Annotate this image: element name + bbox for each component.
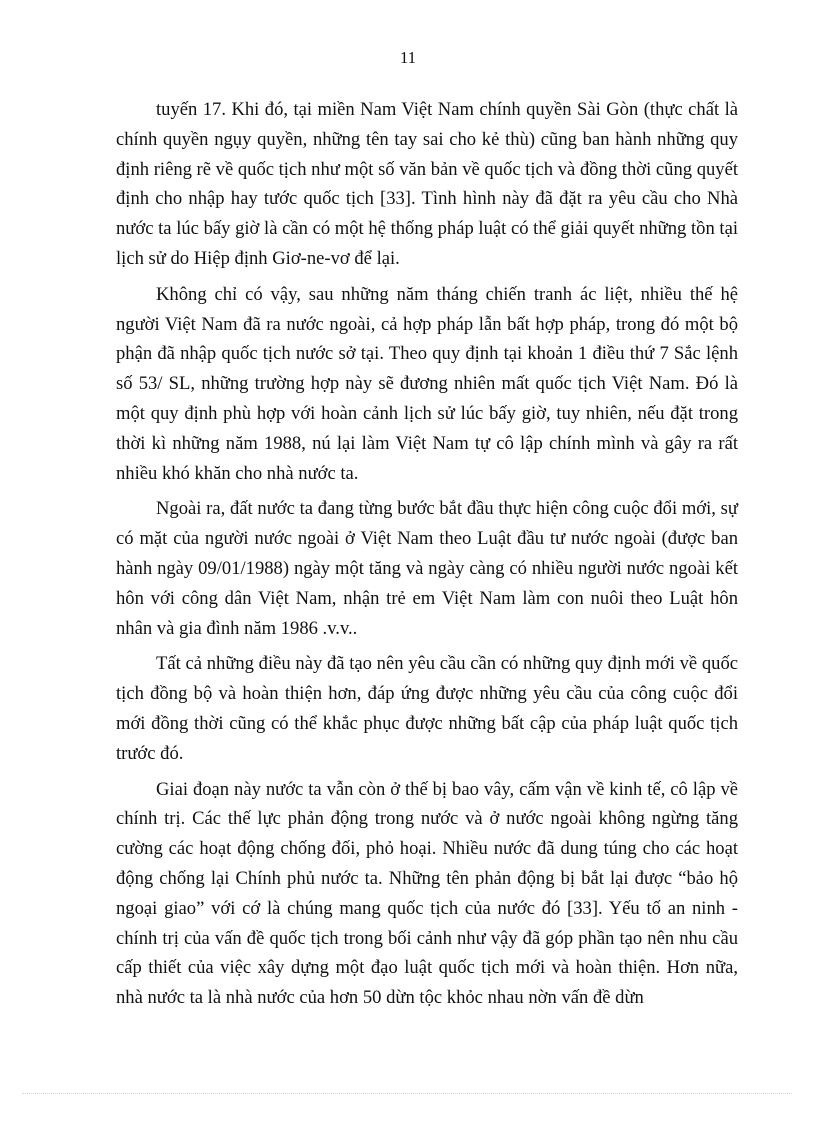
paragraph-5: Giai đoạn này nước ta vẫn còn ở thế bị bao vây, cấm vận về kinh tế, cô lập về chính trị. Các thế lực phản động trong nước và ở nước ngoài không ngừng tăng cường các hoạt động chống đối, phỏ hoại. Nhiều nước đã dung túng cho các hoạt động chống lại Chính phủ nước ta. Những tên phản động bị bắt lại được “bảo hộ ngoại giao” với cớ là chúng mang quốc tịch của nước đó [33]. Yếu tố an ninh - chính trị của vấn đề quốc tịch trong bối cảnh như vậy đã góp phần tạo nên nhu cầu cấp thiết của việc xây dựng một đạo luật quốc tịch mới và hoàn thiện. Hơn nữa, nhà nước ta là nhà nước của hơn 50 dừn tộc khỏc nhau nờn vấn đề dừn bbox=[116, 778, 738, 1009]
paragraph-3: Ngoài ra, đất nước ta đang từng bước bắt đầu thực hiện công cuộc đổi mới, sự có mặt của người nước ngoài ở Việt Nam theo Luật đầu tư nước ngoài (được ban hành ngày 09/01/1988) ngày một tăng và ngày càng có nhiều người nước ngoài kết hôn với công dân Việt Nam, nhận trẻ em Việt Nam làm con nuôi theo Luật hôn nhân và gia đình năm 1986 .v.v.. bbox=[116, 498, 738, 639]
paragraph-2: Không chỉ có vậy, sau những năm tháng chiến tranh ác liệt, nhiều thế hệ người Việt Nam đã ra nước ngoài, cả hợp pháp lẫn bất hợp pháp, trong đó một bộ phận đã nhập quốc tịch nước sở tại. Theo quy định tại khoản 1 điều thứ 7 Sắc lệnh số 53/ SL, những trường hợp này sẽ đương nhiên mất quốc tịch Việt Nam. Đó là một quy định phù hợp với hoàn cảnh lịch sử lúc bấy giờ, tuy nhiên, nếu đặt trong thời kì những năm 1988, nú lại làm Việt Nam tự cô lập chính mình và gây ra rất nhiều khó khăn cho nhà nước ta. bbox=[116, 283, 738, 484]
page-bottom-divider bbox=[22, 1093, 792, 1094]
paragraph-1: tuyến 17. Khi đó, tại miền Nam Việt Nam chính quyền Sài Gòn (thực chất là chính quyền ngụy quyền, những tên tay sai cho kẻ thù) cũng ban hành những quy định riêng rẽ về quốc tịch như một số văn bản về quốc tịch và đồng thời cũng quyết định cho nhập hay tước quốc tịch [33]. Tình hình này đã đặt ra yêu cầu cho Nhà nước ta lúc bấy giờ là cần có một hệ thống pháp luật có thể giải quyết những tồn tại lịch sử do Hiệp định Giơ-ne-vơ để lại. bbox=[116, 99, 739, 269]
paragraph-4: Tất cả những điều này đã tạo nên yêu cầu cần có những quy định mới về quốc tịch đồng bộ và hoàn thiện hơn, đáp ứng được những yêu cầu của công cuộc đổi mới đồng thời cũng có thể khắc phục được những bất cập của pháp luật quốc tịch trước đó. bbox=[116, 653, 738, 764]
document-body bbox=[116, 95, 738, 1019]
page-number: 11 bbox=[399, 48, 417, 67]
